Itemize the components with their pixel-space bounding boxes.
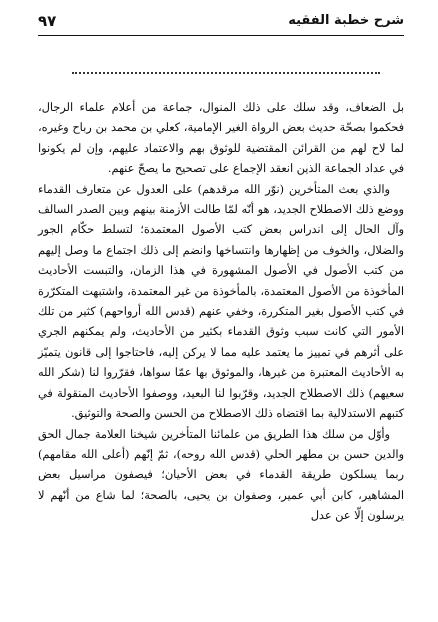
header-rule [38, 35, 404, 36]
paragraph-3: وأوّل من سلك هذا الطريق من علمائنا المتأخرين شيخنا العلامة جمال الحق والدين حسن بن مطهر الحلي (قدس الله روحه)، ثمّ إنّهم (أعلى الله مقامهم) ربما يسلكون طريقة القدماء في بعض الأحيان؛ فيصفون مراسيل بعض المشاهير، كابن أبي عمير، وصفوان بن يحيى، بالصحة؛ لما شاع من أنّهم لا يرسلون إلّا عن عدل [38, 427, 404, 523]
running-title: شرح خطبة الفقيه [288, 13, 404, 28]
dotted-separator [72, 72, 380, 74]
page-number: ٩٧ [38, 12, 57, 30]
paragraph-2: والذي بعث المتأخرين (نوّر الله مرقدهم) على العدول عن متعارف القدماء ووضع ذلك الاصطلاح الجديد، هو أنّه لمّا طالت الأزمنة بينهم وبين الصدر السالف وآل الحال إلى اندراس بعض كتب الأصول المعتمدة؛ لتسلط حكّام الجور والضلال، والخوف من إظهارها وانتساخها وانضم إلى ذلك اجتماع ما وصل إليهم من كتب الأصول في الأصول المشهورة في هذا الزمان، والتبست الأحاديث المأخوذة من الأصول المعتمدة، بالمأخوذة من غير المعتمدة، واشتبهت المتكرّرة في كتب الأصول بغير المتكررة، وخفي عنهم (قدس الله أرواحهم) كثير من تلك الأمور التي كانت سبب وثوق القدماء بكثير من الأحاديث، ولم يمكنهم الجري على أثرهم في تمييز ما يعتمد عليه مما لا يركن إليه، فاحتاجوا إلى قانون يتميّز به الأحاديث المعتبرة من غيرها، والموثوق بها عمّا سواها، فقرّروا لنا (شكر الله سعيهم) ذلك الاصطلاح الجديد، وقرّبوا لنا البعيد، ووصفوا الأحاديث المنقولة في كتبهم الاستدلالية بما اقتضاه ذلك الاصطلاح من الحسن والصحة والتوثيق. [38, 182, 404, 421]
page-header [38, 12, 404, 34]
paragraph-1: بل الضعاف، وقد سلك على ذلك المنوال، جماعة من أعلام علماء الرجال، فحكموا بصحّة حديث بعض الرواة الغير الإمامية، كعلي بن محمد بن رباح وغيره، لما لاح لهم من القرائن المقتضية للوثوق بهم والاعتماد عليهم، وإن لم يكونوا في عداد الجماعة الذين انعقد الإجماع على تصحيح ما يصحّ عنهم. [38, 101, 404, 176]
main-text [38, 98, 404, 527]
